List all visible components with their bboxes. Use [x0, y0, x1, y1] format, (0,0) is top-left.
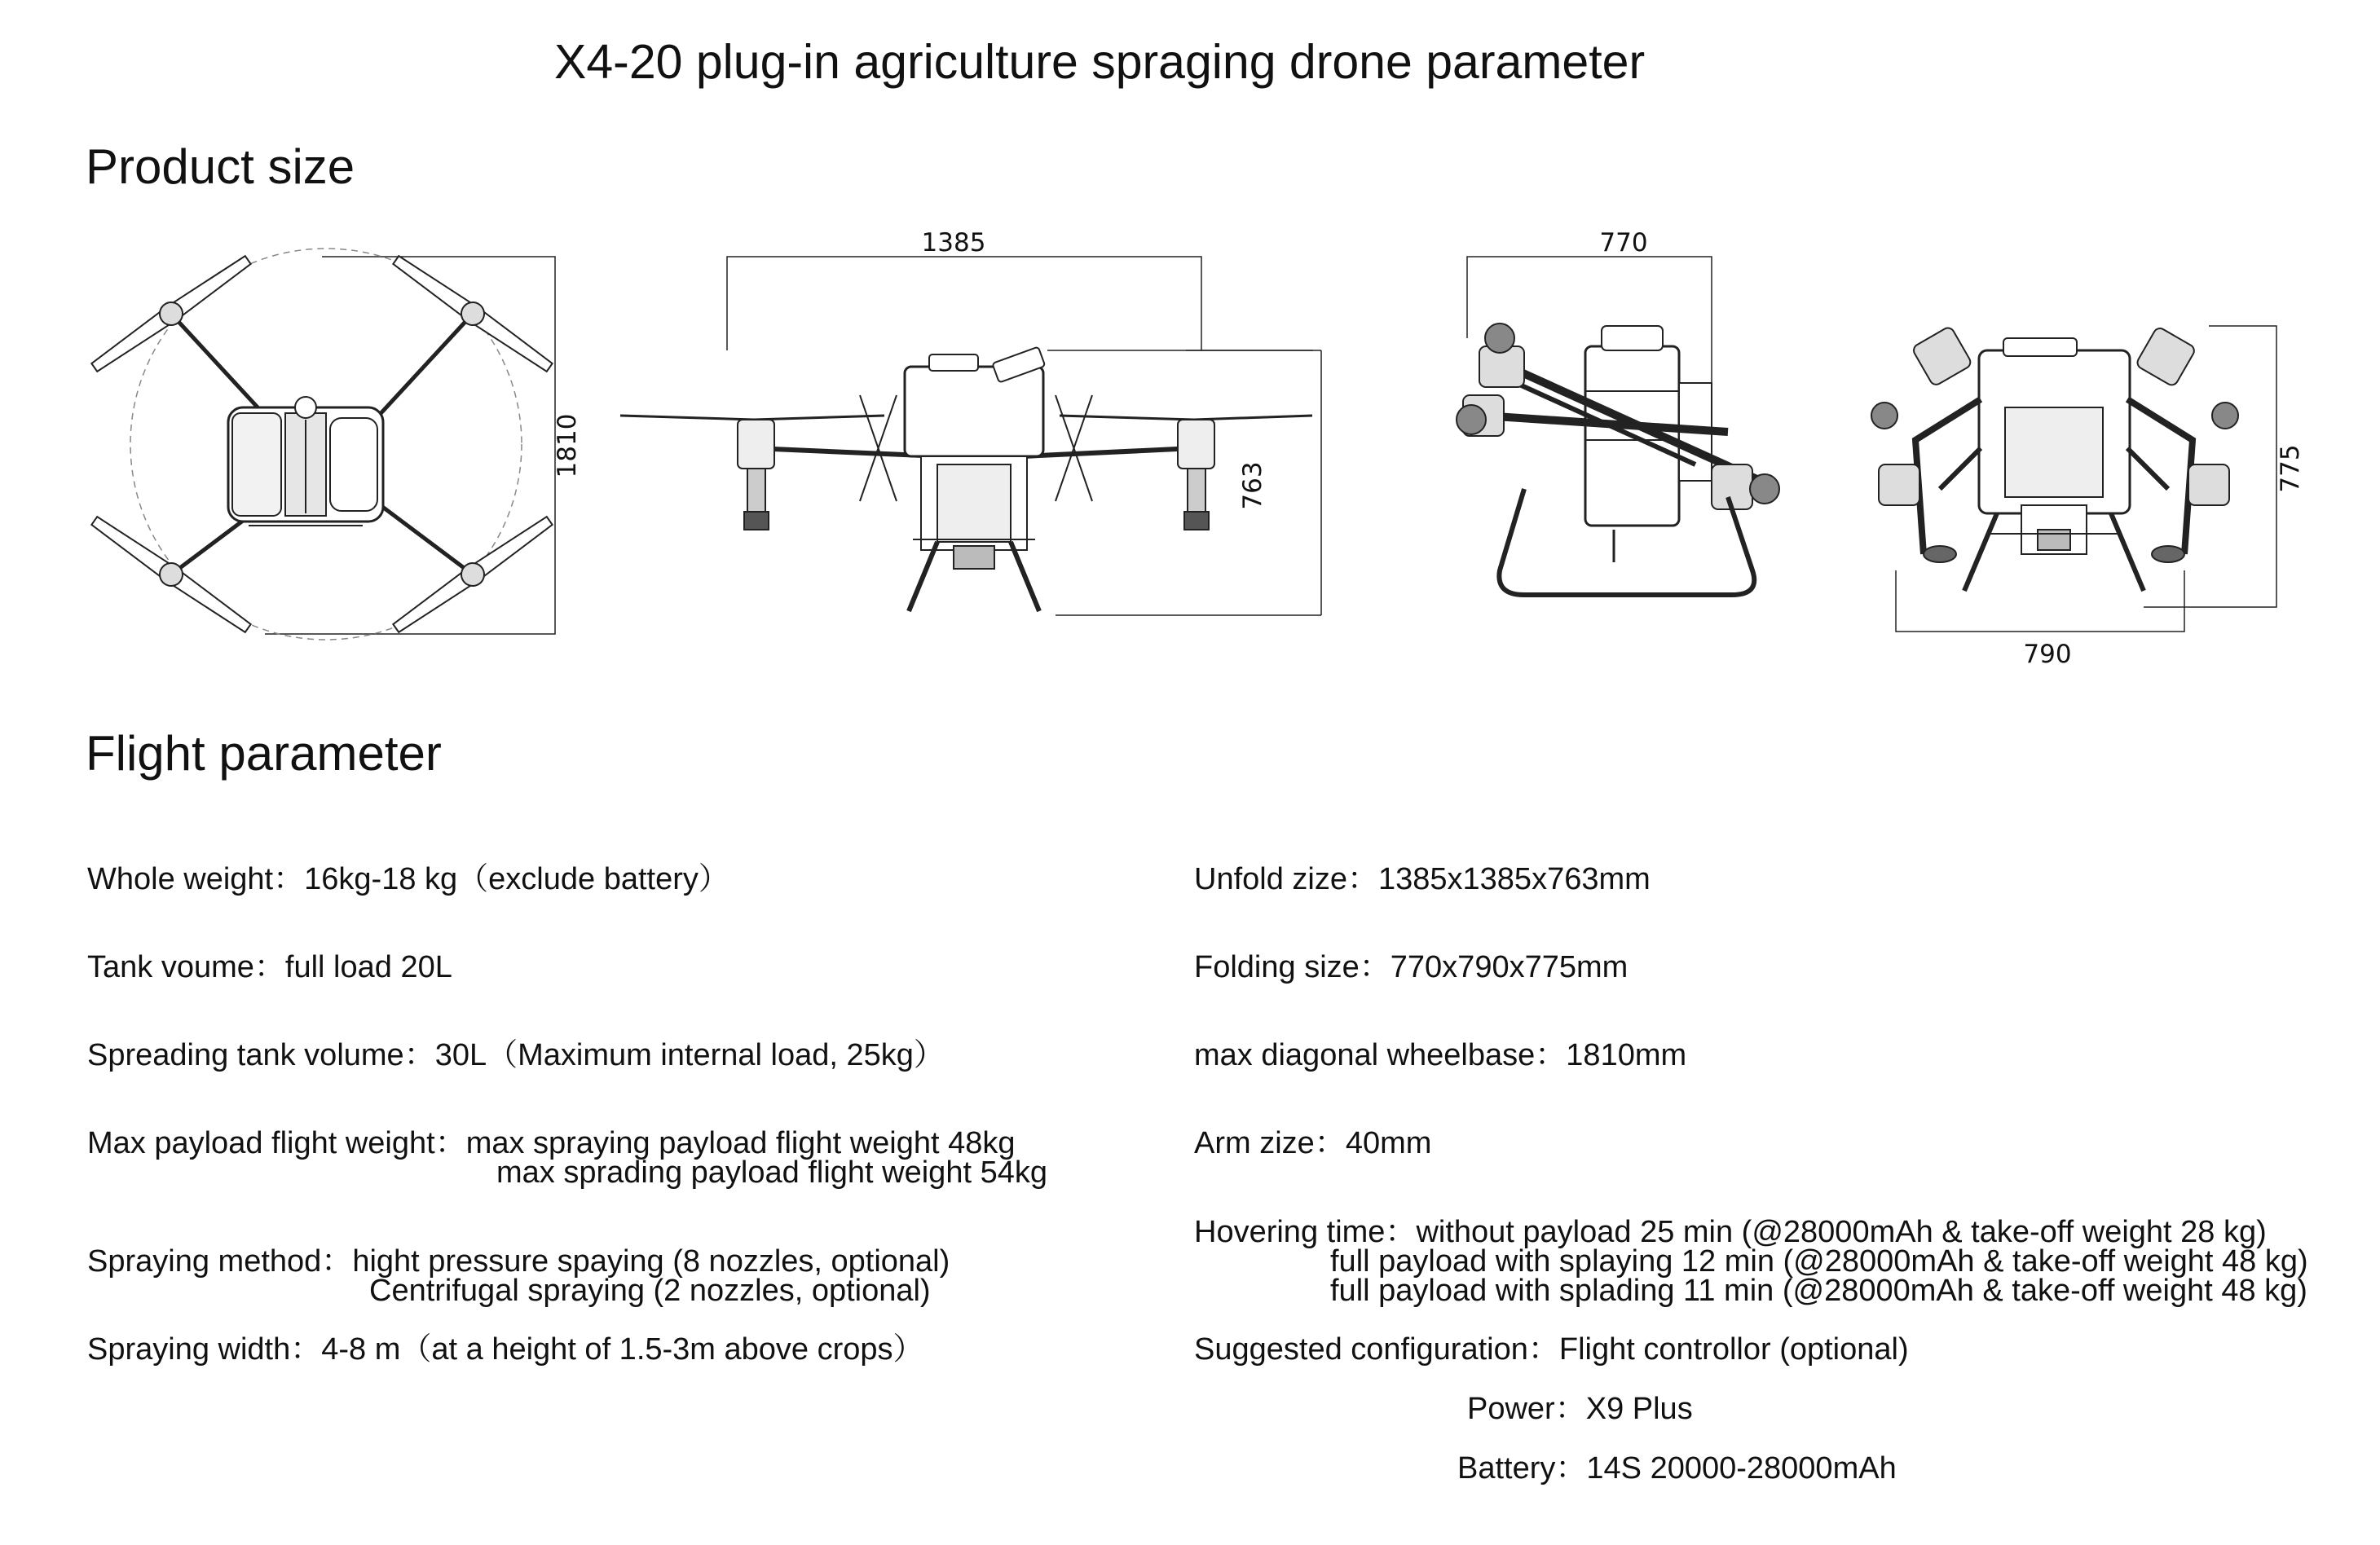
- param-battery: Battery：14S 20000-28000mAh: [1457, 1451, 1897, 1486]
- dim-diagonal-label: 1810: [553, 413, 582, 478]
- dim-front-width-label: 1385: [921, 228, 986, 258]
- dim-fold-height-label: 775: [2276, 444, 2305, 493]
- param-value: full load 20L: [284, 950, 452, 984]
- section-heading-product-size: Product size: [86, 139, 355, 194]
- param-label: Folding size: [1194, 950, 1360, 984]
- param-label: Suggested configuration: [1194, 1332, 1528, 1367]
- param-value: 1385x1385x763mm: [1378, 862, 1651, 896]
- param-hovering-time-line2: full payload with splaying 12 min (@28000mAh & take-off weight 48 kg): [1330, 1244, 2308, 1279]
- param-label: Hovering time: [1194, 1215, 1386, 1249]
- param-label: Unfold zize: [1194, 862, 1347, 896]
- param-folding-size: Folding size：770x790x775mm: [1194, 950, 1629, 984]
- param-label: Battery: [1457, 1451, 1556, 1486]
- param-value: 16kg-18 kg（exclude battery）: [304, 862, 729, 896]
- param-value: 1810mm: [1566, 1038, 1687, 1072]
- param-arm-size: Arm zize：40mm: [1194, 1126, 1432, 1160]
- param-power: Power：X9 Plus: [1467, 1392, 1693, 1426]
- section-heading-flight-parameter: Flight parameter: [86, 726, 442, 781]
- dim-side-width-label: 770: [1599, 228, 1648, 258]
- param-label: Max payload flight weight: [87, 1126, 435, 1160]
- param-value: 4-8 m（at a height of 1.5-3m above crops）: [321, 1332, 924, 1367]
- param-label: Tank voume: [87, 950, 254, 984]
- dim-fold-width-label: 790: [2023, 640, 2072, 668]
- param-value: X9 Plus: [1585, 1392, 1693, 1426]
- param-whole-weight: Whole weight：16kg-18 kg（exclude battery）: [87, 862, 729, 896]
- param-suggested-config: Suggested configuration：Flight controllor (optional): [1194, 1332, 1909, 1367]
- param-hovering-time: Hovering time：without payload 25 min (@28000mAh & take-off weight 28 kg): [1194, 1215, 2267, 1249]
- param-label: Whole weight: [87, 862, 274, 896]
- dim-front-height-label: 763: [1238, 461, 1267, 510]
- param-max-payload-line2: max sprading payload flight weight 54kg: [496, 1155, 1047, 1190]
- param-max-payload: Max payload flight weight：max spraying payload flight weight 48kg: [87, 1126, 1016, 1160]
- drone-top-view-drawing: [82, 232, 603, 664]
- param-value: 14S 20000-28000mAh: [1586, 1451, 1897, 1486]
- param-wheelbase: max diagonal wheelbase：1810mm: [1194, 1038, 1687, 1072]
- param-value: 30L（Maximum internal load, 25kg）: [434, 1038, 945, 1072]
- param-unfold-size: Unfold zize：1385x1385x763mm: [1194, 862, 1651, 896]
- param-hovering-time-line3: full payload with splading 11 min (@28000mAh & take-off weight 48 kg): [1330, 1274, 2307, 1308]
- param-label: Spraying method: [87, 1244, 322, 1279]
- drone-folded-side-drawing: [1451, 220, 1793, 627]
- param-spraying-width: Spraying width：4-8 m（at a height of 1.5-3m above crops）: [87, 1332, 924, 1367]
- param-label: Spreading tank volume: [87, 1038, 404, 1072]
- param-value: Flight controllor (optional): [1558, 1332, 1909, 1367]
- param-spreading-tank: Spreading tank volume：30L（Maximum internal load, 25kg）: [87, 1038, 945, 1072]
- param-spraying-method-line2: Centrifugal spraying (2 nozzles, optional): [369, 1274, 931, 1308]
- param-value: max spraying payload flight weight 48kg: [465, 1126, 1016, 1160]
- param-label: Spraying width: [87, 1332, 291, 1367]
- param-value: 770x790x775mm: [1390, 950, 1629, 984]
- drone-front-view-drawing: [615, 220, 1333, 627]
- drone-folded-front-drawing: [1867, 310, 2323, 668]
- param-label: Power: [1467, 1392, 1555, 1426]
- page-title: X4-20 plug-in agriculture spraging drone parameter: [554, 35, 1646, 89]
- param-value: 40mm: [1345, 1126, 1432, 1160]
- param-tank-volume: Tank voume：full load 20L: [87, 950, 452, 984]
- param-value: hight pressure spaying (8 nozzles, optional): [352, 1244, 950, 1279]
- param-label: Arm zize: [1194, 1126, 1315, 1160]
- param-value: without payload 25 min (@28000mAh & take-off weight 28 kg): [1416, 1215, 2267, 1249]
- param-spraying-method: Spraying method：hight pressure spaying (8 nozzles, optional): [87, 1244, 950, 1279]
- param-label: max diagonal wheelbase: [1194, 1038, 1536, 1072]
